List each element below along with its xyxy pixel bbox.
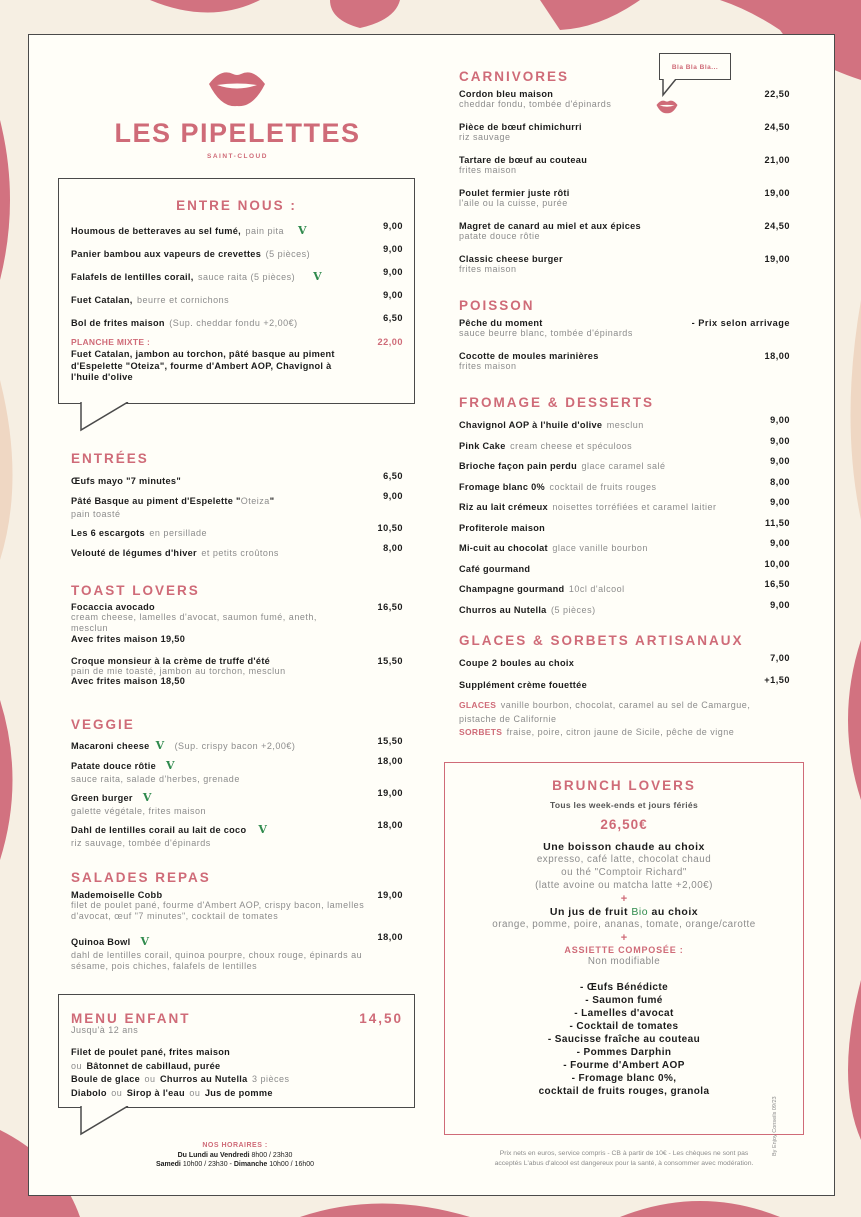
desserts-list bbox=[459, 415, 790, 620]
list-item: Brioche façon pain perdu glace caramel salé 9,00 bbox=[459, 456, 790, 471]
list-item: Mi-cuit au chocolat glace vanille bourbon 9,00 bbox=[459, 538, 790, 553]
vegetarian-icon: V bbox=[155, 739, 165, 752]
glaces-flavors: GLACES vanille bourbon, chocolat, caramel au sel de Camargue, pistache de Californie bbox=[459, 700, 751, 724]
entrees-list bbox=[71, 471, 403, 563]
list-item: Bol de frites maison (Sup. cheddar fondu +2,00€) 6,50 bbox=[71, 313, 403, 328]
brunch-assiette-title: ASSIETTE COMPOSÉE : bbox=[564, 945, 684, 955]
veggie-title: VEGGIE bbox=[71, 717, 135, 732]
brunch-content: BRUNCH LOVERS Tous les week-ends et jours fériés 26,50€ Une boisson chaude au choix expresso, café latte, chocolat chaud ou thé "Comptoir Richard" (latte avoine ou matcha latte +2,00€) + Un jus de fruit Bio au choix orange, pomme, poire, ananas, tomate, orange/carotte + ASSIETTE COMPOSÉE : Non modifiable - Œufs Bénédicte - Saumon fumé - Lamelles d'avocat - Cocktail de tomates - Saucisse fraîche au couteau - Pommes Darphin - Fourme d'Ambert AOP - Fromage blanc 0%, cocktail de fruits rouges, granola bbox=[444, 778, 804, 1098]
list-item: Macaroni cheese V (Sup. crispy bacon +2,00€) 15,50 bbox=[71, 736, 403, 752]
list-item: Patate douce rôtie V sauce raita, salade d'herbes, grenade 18,00 bbox=[71, 756, 403, 784]
menu-enfant-box-tail bbox=[80, 1106, 130, 1136]
list-item: Quinoa Bowl V dahl de lentilles corail, quinoa pourpre, choux rouge, épinards au sésame, pois chiches, falafels de lentilles 18,00 bbox=[71, 932, 403, 971]
carnivores-title: CARNIVORES bbox=[459, 69, 570, 84]
poisson-list bbox=[459, 318, 790, 384]
vegetarian-icon: V bbox=[142, 791, 152, 804]
list-item: Supplément crème fouettée +1,50 bbox=[459, 675, 790, 690]
list-item: Green burger V galette végétale, frites maison 19,00 bbox=[71, 788, 403, 816]
vegetarian-icon: V bbox=[258, 823, 267, 836]
vegetarian-icon: V bbox=[166, 759, 175, 772]
speech-bubble-text: Bla Bla Bla... bbox=[671, 64, 719, 71]
list-item: cocktail de fruits rouges, granola bbox=[538, 1086, 710, 1097]
list-item: Profiterole maison 11,50 bbox=[459, 517, 790, 533]
horaires-title: NOS HORAIRES : bbox=[202, 1142, 268, 1149]
list-item: Café gourmand 10,00 bbox=[459, 558, 790, 574]
list-item: - Œufs Bénédicte bbox=[579, 982, 669, 993]
list-item: Les 6 escargots en persillade 10,50 bbox=[71, 523, 403, 538]
lips-logo-icon bbox=[207, 68, 267, 108]
list-item: Fuet Catalan, beurre et cornichons 9,00 bbox=[71, 290, 403, 305]
glaces-title: GLACES & SORBETS ARTISANAUX bbox=[459, 633, 744, 648]
horaires: NOS HORAIRES : Du Lundi au Vendredi 8h00 / 23h30 Samedi 10h00 / 23h30 - Dimanche 10h00 / 16h00 bbox=[110, 1141, 360, 1170]
list-item: Fromage blanc 0% cocktail de fruits rouges 8,00 bbox=[459, 476, 790, 492]
list-item: Cordon bleu maison cheddar fondu, tombée d'épinards 22,50 bbox=[459, 89, 790, 109]
list-item: Magret de canard au miel et aux épices patate douce rôtie 24,50 bbox=[459, 221, 790, 241]
list-item: Coupe 2 boules au choix 7,00 bbox=[459, 653, 790, 668]
brunch-assiette-list bbox=[444, 981, 804, 1098]
entrees-title: ENTRÉES bbox=[71, 451, 149, 466]
list-item: - Pommes Darphin bbox=[576, 1047, 672, 1058]
footer-legal: Prix nets en euros, service compris - CB à partir de 10€ - Les chèques ne sont pas acceptés L'abus d'alcool est dangereux pour la santé, à consommer avec modération. bbox=[494, 1150, 754, 1167]
list-item: Pièce de bœuf chimichurri riz sauvage 24,50 bbox=[459, 122, 790, 142]
list-item: Dahl de lentilles corail au lait de coco V riz sauvage, tombée d'épinards 18,00 bbox=[71, 820, 403, 848]
list-item: Falafels de lentilles corail, sauce raita (5 pièces) V 9,00 bbox=[71, 267, 403, 283]
entre-nous-title: ENTRE NOUS : bbox=[176, 198, 297, 213]
list-item: Velouté de légumes d'hiver et petits croûtons 8,00 bbox=[71, 543, 403, 558]
list-item: Mademoiselle Cobb filet de poulet pané, fourme d'Ambert AOP, crispy bacon, lamelles d'avocat, œuf "7 minutes", cocktail de tomates 19,00 bbox=[71, 890, 403, 921]
list-item: - Fromage blanc 0%, bbox=[571, 1073, 677, 1084]
menu-enfant-title: MENU ENFANT bbox=[71, 1011, 191, 1026]
vegetarian-icon: V bbox=[298, 224, 307, 237]
brunch-subtitle: Tous les week-ends et jours fériés bbox=[550, 800, 698, 810]
footer-credit: By Enjoy Conseils 09/23 bbox=[772, 1096, 778, 1156]
brunch-title: BRUNCH LOVERS bbox=[552, 778, 696, 793]
planche-mixte: PLANCHE MIXTE : 22,00 Fuet Catalan, jambon au torchon, pâté basque au piment d'Espelette "Oteiza", fourme d'Ambert AOP, Chavignol à l'huile d'olive bbox=[71, 337, 403, 382]
menu-enfant-price: 14,50 bbox=[359, 1011, 403, 1026]
brunch-price: 26,50€ bbox=[600, 817, 648, 832]
list-item: Poulet fermier juste rôti l'aile ou la cuisse, purée 19,00 bbox=[459, 188, 790, 208]
list-item: Chavignol AOP à l'huile d'olive mesclun 9,00 bbox=[459, 415, 790, 430]
list-item: Focaccia avocado cream cheese, lamelles d'avocat, saumon fumé, aneth, mesclun Avec frites maison 19,50 16,50 bbox=[71, 602, 403, 644]
list-item: - Lamelles d'avocat bbox=[574, 1008, 674, 1019]
list-item: Houmous de betteraves au sel fumé, pain pita V 9,00 bbox=[71, 221, 403, 237]
list-item: Cocotte de moules marinières frites maison 18,00 bbox=[459, 351, 790, 371]
list-item: Panier bambou aux vapeurs de crevettes (5 pièces) 9,00 bbox=[71, 244, 403, 259]
toast-title: TOAST LOVERS bbox=[71, 583, 200, 598]
list-item: Classic cheese burger frites maison 19,00 bbox=[459, 254, 790, 274]
brunch-boisson-title: Une boisson chaude au choix bbox=[543, 841, 705, 853]
list-item: - Saucisse fraîche au couteau bbox=[547, 1034, 701, 1045]
salades-list bbox=[71, 890, 403, 972]
list-item: - Cocktail de tomates bbox=[569, 1021, 679, 1032]
list-item: Riz au lait crémeux noisettes torréfiées et caramel laitier 9,00 bbox=[459, 497, 790, 512]
plus-sign: + bbox=[620, 932, 628, 944]
vegetarian-icon: V bbox=[140, 935, 149, 948]
toast-list bbox=[71, 602, 403, 696]
list-item: Pink Cake cream cheese et spéculoos 9,00 bbox=[459, 435, 790, 451]
desserts-title: FROMAGE & DESSERTS bbox=[459, 395, 655, 410]
list-item: Croque monsieur à la crème de truffe d'été pain de mie toasté, jambon au torchon, mesclun Avec frites maison 18,50 15,50 bbox=[71, 656, 403, 686]
entre-nous-list bbox=[71, 221, 403, 384]
menu-enfant-age: Jusqu'à 12 ans bbox=[71, 1025, 139, 1035]
poisson-title: POISSON bbox=[459, 298, 535, 313]
vegetarian-icon: V bbox=[313, 270, 322, 283]
plus-sign: + bbox=[620, 893, 628, 905]
list-item: - Saumon fumé bbox=[585, 995, 663, 1006]
glaces-list bbox=[459, 653, 790, 739]
list-item: Pêche du moment sauce beurre blanc, tombée d'épinards - Prix selon arrivage bbox=[459, 318, 790, 338]
list-item: - Fourme d'Ambert AOP bbox=[563, 1060, 685, 1071]
carnivores-list bbox=[459, 89, 790, 287]
salades-title: SALADES REPAS bbox=[71, 870, 211, 885]
brand-name: LES PIPELETTES bbox=[114, 118, 361, 148]
entre-nous-box-tail bbox=[80, 402, 130, 432]
list-item: Œufs mayo "7 minutes" 6,50 bbox=[71, 471, 403, 486]
brand-location: SAINT-CLOUD bbox=[207, 153, 268, 160]
sorbets-flavors: SORBETS fraise, poire, citron jaune de Sicile, pêche de vigne bbox=[459, 727, 735, 737]
list-item: Churros au Nutella (5 pièces) 9,00 bbox=[459, 599, 790, 615]
list-item: Tartare de bœuf au couteau frites maison 21,00 bbox=[459, 155, 790, 175]
menu-enfant-content: Filet de poulet pané, frites maison ou Bâtonnet de cabillaud, purée Boule de glace ou Churros au Nutella 3 pièces Diabolo ou Sirop à l'eau ou Jus de pomme bbox=[71, 1047, 290, 1098]
list-item: Pâté Basque au piment d'Espelette "Oteiza" pain toasté 9,00 bbox=[71, 491, 403, 519]
veggie-list bbox=[71, 736, 403, 852]
list-item: Champagne gourmand 10cl d'alcool 16,50 bbox=[459, 579, 790, 594]
